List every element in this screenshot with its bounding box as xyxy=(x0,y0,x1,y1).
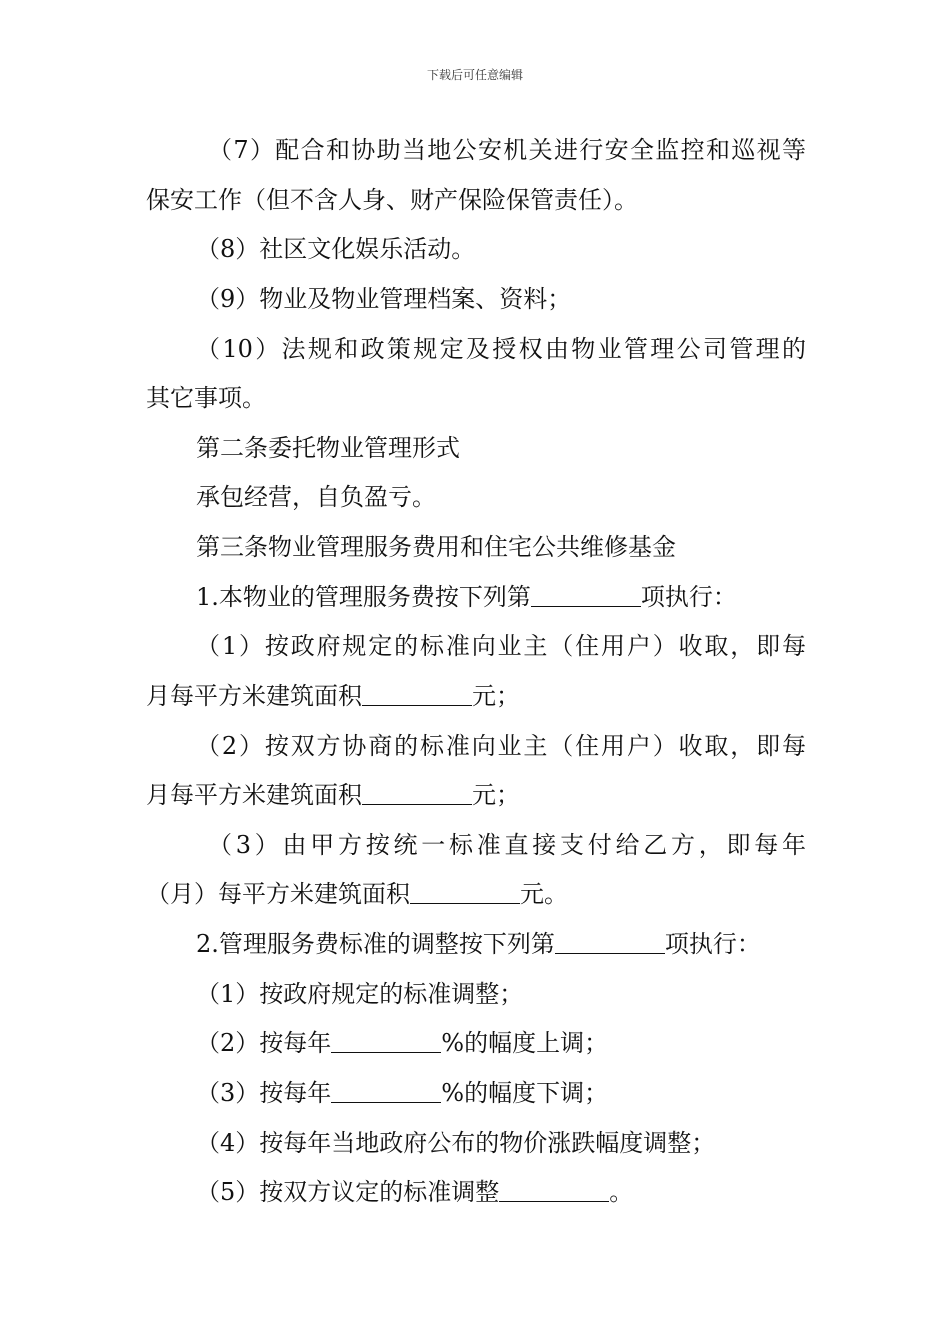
fee-item-1 xyxy=(196,575,737,619)
article-2-content: 承包经营，自负盈亏。 xyxy=(196,483,436,511)
fee-option-1-text: 月每平方米建筑面积 xyxy=(146,682,362,710)
clause-10-line-1: （10）法规和政策规定及授权由物业管理公司管理的 xyxy=(196,335,806,363)
blank-field xyxy=(331,1074,441,1103)
fee-option-3-line-2 xyxy=(146,872,568,916)
fee-item-1-suffix: 项执行： xyxy=(640,583,737,611)
fee-option-1-unit: 元； xyxy=(472,682,520,710)
fee-item-2-suffix: 项执行： xyxy=(664,930,761,958)
blank-field xyxy=(410,875,520,904)
article-3-title: 第三条物业管理服务费用和住宅公共维修基金 xyxy=(196,533,676,561)
page-header: 下载后可任意编辑 xyxy=(426,68,523,82)
fee-item-2-text: 2.管理服务费标准的调整按下列第 xyxy=(196,930,555,958)
fee-item-2 xyxy=(196,922,761,966)
adjust-option-2-suffix: %的幅度上调； xyxy=(441,1029,609,1057)
blank-field xyxy=(555,925,665,954)
adjust-option-2-text: （2）按每年 xyxy=(196,1029,332,1057)
fee-option-2-line-1: （2）按双方协商的标准向业主（住用户）收取，即每 xyxy=(196,732,806,760)
clause-9: （9）物业及物业管理档案、资料； xyxy=(196,285,572,313)
fee-option-3-line-1: （3）由甲方按统一标准直接支付给乙方，即每年 xyxy=(208,831,806,859)
clause-8: （8）社区文化娱乐活动。 xyxy=(196,235,476,263)
fee-option-2-text: 月每平方米建筑面积 xyxy=(146,781,362,809)
fee-item-1-text: 1.本物业的管理服务费按下列第 xyxy=(196,583,531,611)
adjust-option-3 xyxy=(196,1071,608,1115)
blank-field xyxy=(499,1173,609,1202)
fee-option-3-unit: 元。 xyxy=(520,880,568,908)
adjust-option-1: （1）按政府规定的标准调整； xyxy=(196,980,524,1008)
blank-field xyxy=(362,677,472,706)
article-2-title: 第二条委托物业管理形式 xyxy=(196,434,460,462)
blank-field xyxy=(362,776,472,805)
adjust-option-5-text: （5）按双方议定的标准调整 xyxy=(196,1178,500,1206)
adjust-option-3-suffix: %的幅度下调； xyxy=(441,1079,609,1107)
fee-option-2-unit: 元； xyxy=(472,781,520,809)
adjust-option-4: （4）按每年当地政府公布的物价涨跌幅度调整； xyxy=(196,1129,716,1157)
clause-7-line-2: 保安工作（但不含人身、财产保险保管责任）。 xyxy=(146,186,638,214)
fee-option-2-line-2 xyxy=(146,773,520,817)
adjust-option-5 xyxy=(196,1170,633,1214)
clause-7-line-1: （7）配合和协助当地公安机关进行安全监控和巡视等 xyxy=(208,136,806,164)
blank-field xyxy=(531,578,641,607)
blank-field xyxy=(331,1024,441,1053)
fee-option-3-text: （月）每平方米建筑面积 xyxy=(146,880,410,908)
fee-option-1-line-2 xyxy=(146,674,520,718)
clause-10-line-2: 其它事项。 xyxy=(146,384,266,412)
fee-option-1-line-1: （1）按政府规定的标准向业主（住用户）收取，即每 xyxy=(196,632,806,660)
adjust-option-5-suffix: 。 xyxy=(609,1178,634,1206)
adjust-option-3-text: （3）按每年 xyxy=(196,1079,332,1107)
adjust-option-2 xyxy=(196,1021,608,1065)
